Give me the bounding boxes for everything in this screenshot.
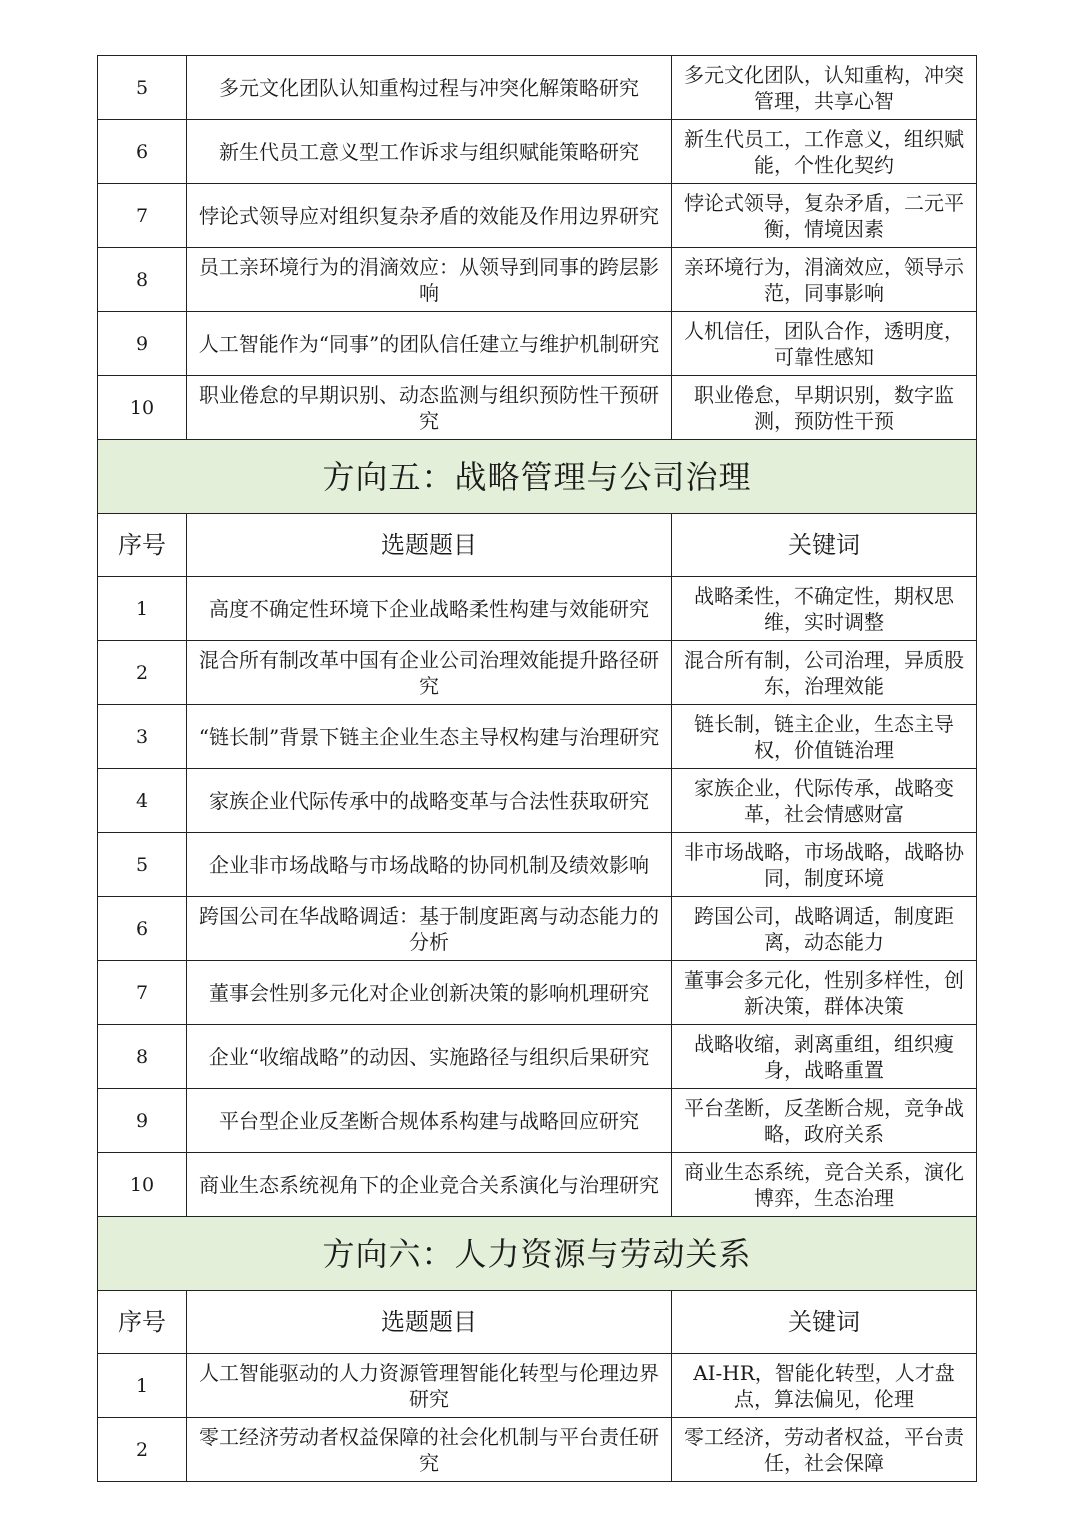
column-header-row <box>98 1291 977 1354</box>
row-number: 9 <box>98 312 187 376</box>
row-keywords: 悖论式领导，复杂矛盾，二元平衡，情境因素 <box>672 184 977 248</box>
row-number: 1 <box>98 1354 187 1418</box>
row-topic: 企业“收缩战略”的动因、实施路径与组织后果研究 <box>187 1025 672 1089</box>
row-number: 7 <box>98 961 187 1025</box>
row-topic: 董事会性别多元化对企业创新决策的影响机理研究 <box>187 961 672 1025</box>
table-row <box>98 577 977 641</box>
row-number: 7 <box>98 184 187 248</box>
row-number: 10 <box>98 1153 187 1217</box>
table-row <box>98 1418 977 1482</box>
table-row <box>98 705 977 769</box>
column-header-topic: 选题题目 <box>187 1291 672 1354</box>
row-topic: 职业倦怠的早期识别、动态监测与组织预防性干预研究 <box>187 376 672 440</box>
table-row <box>98 376 977 440</box>
row-number: 2 <box>98 1418 187 1482</box>
table-row <box>98 1025 977 1089</box>
table-row <box>98 248 977 312</box>
row-topic: 商业生态系统视角下的企业竞合关系演化与治理研究 <box>187 1153 672 1217</box>
row-number: 5 <box>98 833 187 897</box>
row-topic: 悖论式领导应对组织复杂矛盾的效能及作用边界研究 <box>187 184 672 248</box>
row-number: 6 <box>98 897 187 961</box>
row-topic: 新生代员工意义型工作诉求与组织赋能策略研究 <box>187 120 672 184</box>
row-number: 2 <box>98 641 187 705</box>
row-topic: 人工智能作为“同事”的团队信任建立与维护机制研究 <box>187 312 672 376</box>
topic-table-body <box>98 56 977 1482</box>
row-number: 8 <box>98 1025 187 1089</box>
row-keywords: AI-HR，智能化转型，人才盘点，算法偏见，伦理 <box>672 1354 977 1418</box>
row-keywords: 零工经济，劳动者权益，平台责任，社会保障 <box>672 1418 977 1482</box>
table-row <box>98 833 977 897</box>
row-topic: 家族企业代际传承中的战略变革与合法性获取研究 <box>187 769 672 833</box>
table-row <box>98 641 977 705</box>
row-number: 6 <box>98 120 187 184</box>
section-heading-row <box>98 440 977 514</box>
topic-table <box>97 55 977 1482</box>
row-keywords: 多元文化团队，认知重构，冲突管理，共享心智 <box>672 56 977 120</box>
column-header-number: 序号 <box>98 514 187 577</box>
table-row <box>98 961 977 1025</box>
row-keywords: 亲环境行为，涓滴效应，领导示范，同事影响 <box>672 248 977 312</box>
row-number: 4 <box>98 769 187 833</box>
row-topic: 高度不确定性环境下企业战略柔性构建与效能研究 <box>187 577 672 641</box>
row-keywords: 跨国公司，战略调适，制度距离，动态能力 <box>672 897 977 961</box>
row-topic: 混合所有制改革中国有企业公司治理效能提升路径研究 <box>187 641 672 705</box>
column-header-keywords: 关键词 <box>672 1291 977 1354</box>
table-row <box>98 184 977 248</box>
section-heading-row <box>98 1217 977 1291</box>
row-keywords: 董事会多元化，性别多样性，创新决策，群体决策 <box>672 961 977 1025</box>
row-topic: 零工经济劳动者权益保障的社会化机制与平台责任研究 <box>187 1418 672 1482</box>
row-keywords: 家族企业，代际传承，战略变革，社会情感财富 <box>672 769 977 833</box>
row-topic: “链长制”背景下链主企业生态主导权构建与治理研究 <box>187 705 672 769</box>
table-row <box>98 312 977 376</box>
row-keywords: 非市场战略，市场战略，战略协同，制度环境 <box>672 833 977 897</box>
table-row <box>98 120 977 184</box>
row-keywords: 新生代员工，工作意义，组织赋能，个性化契约 <box>672 120 977 184</box>
row-keywords: 平台垄断，反垄断合规，竞争战略，政府关系 <box>672 1089 977 1153</box>
row-topic: 多元文化团队认知重构过程与冲突化解策略研究 <box>187 56 672 120</box>
row-topic: 人工智能驱动的人力资源管理智能化转型与伦理边界研究 <box>187 1354 672 1418</box>
table-row <box>98 897 977 961</box>
row-number: 9 <box>98 1089 187 1153</box>
row-number: 8 <box>98 248 187 312</box>
table-row <box>98 1354 977 1418</box>
table-row <box>98 1089 977 1153</box>
row-keywords: 混合所有制，公司治理，异质股东，治理效能 <box>672 641 977 705</box>
row-number: 3 <box>98 705 187 769</box>
row-keywords: 商业生态系统，竞合关系，演化博弈，生态治理 <box>672 1153 977 1217</box>
section-title: 方向六：人力资源与劳动关系 <box>98 1217 977 1291</box>
row-number: 10 <box>98 376 187 440</box>
table-row <box>98 56 977 120</box>
section-title: 方向五：战略管理与公司治理 <box>98 440 977 514</box>
row-number: 1 <box>98 577 187 641</box>
row-keywords: 链长制，链主企业，生态主导权，价值链治理 <box>672 705 977 769</box>
row-keywords: 战略收缩，剥离重组，组织瘦身，战略重置 <box>672 1025 977 1089</box>
row-keywords: 人机信任，团队合作，透明度，可靠性感知 <box>672 312 977 376</box>
column-header-topic: 选题题目 <box>187 514 672 577</box>
column-header-keywords: 关键词 <box>672 514 977 577</box>
row-keywords: 战略柔性，不确定性，期权思维，实时调整 <box>672 577 977 641</box>
column-header-number: 序号 <box>98 1291 187 1354</box>
row-keywords: 职业倦怠，早期识别，数字监测，预防性干预 <box>672 376 977 440</box>
column-header-row <box>98 514 977 577</box>
row-topic: 企业非市场战略与市场战略的协同机制及绩效影响 <box>187 833 672 897</box>
row-number: 5 <box>98 56 187 120</box>
row-topic: 平台型企业反垄断合规体系构建与战略回应研究 <box>187 1089 672 1153</box>
table-row <box>98 1153 977 1217</box>
table-row <box>98 769 977 833</box>
row-topic: 员工亲环境行为的涓滴效应：从领导到同事的跨层影响 <box>187 248 672 312</box>
row-topic: 跨国公司在华战略调适：基于制度距离与动态能力的分析 <box>187 897 672 961</box>
